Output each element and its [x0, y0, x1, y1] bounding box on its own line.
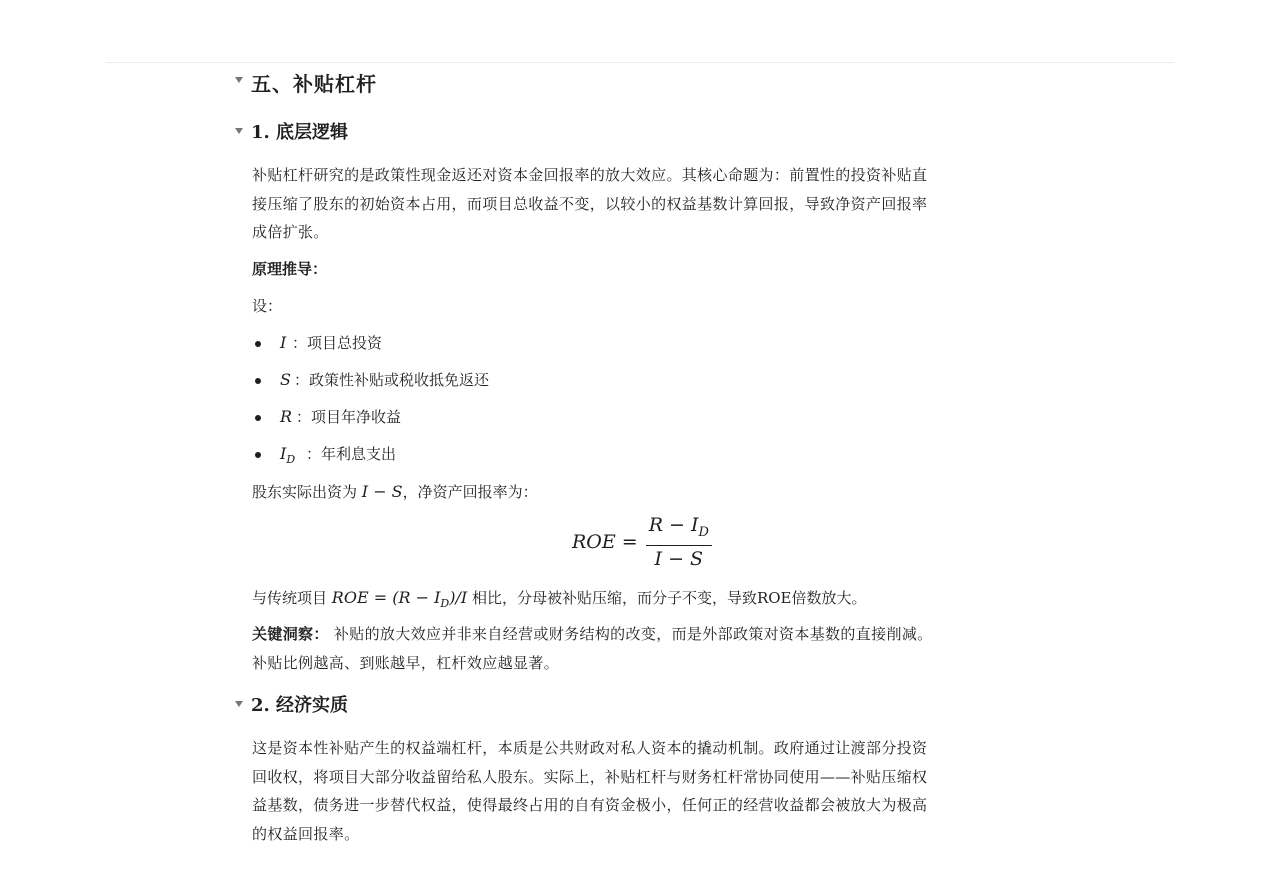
insight-text: 补贴的放大效应并非来自经营或财务结构的改变，而是外部政策对资本基数的直接削减。 — [328, 625, 933, 643]
formula-fraction — [646, 514, 712, 571]
variable-description: ：项目年净收益 — [296, 408, 402, 426]
variable-symbol: S — [280, 370, 291, 389]
numerator-main: R − I — [648, 513, 699, 536]
collapse-toggle-icon[interactable] — [235, 128, 243, 134]
formula-numerator — [646, 514, 712, 547]
compare-suffix: 相比，分母被补贴压缩，而分子不变，导致ROE倍数放大。 — [467, 589, 867, 607]
variable-symbol-subscript: D — [286, 453, 296, 467]
subsection-heading-2: 2. 经济实质 — [251, 695, 349, 716]
paragraph-line: 接压缩了股东的初始资本占用，而项目总收益不变，以较小的权益基数计算回报，导致净资产回报率 — [252, 194, 928, 213]
paragraph-line: 补贴杠杆研究的是政策性现金返还对资本金回报率的放大效应。其核心命题为：前置性的投资补贴直 — [252, 166, 928, 184]
paragraph-line: 成倍扩张。 — [252, 223, 329, 241]
substance-paragraph — [252, 734, 1027, 848]
variable-description: ：政策性补贴或税收抵免返还 — [294, 371, 490, 389]
paragraph-line: 的权益回报率。 — [252, 824, 360, 843]
compare-math — [331, 588, 468, 611]
let-label: 设： — [252, 297, 283, 315]
equity-suffix: ，净资产回报率为： — [402, 483, 538, 501]
formula-equals: = — [621, 531, 638, 553]
paragraph-line: 益基数，债务进一步替代权益，使得最终占用的自有资金极小，任何正的经营收益都会被放大为极高 — [252, 796, 928, 814]
compare-math-subscript: D — [440, 597, 450, 611]
equity-math: I − S — [361, 482, 403, 501]
equity-sentence — [252, 478, 538, 506]
bullet-icon — [255, 378, 261, 384]
derivation-label: 原理推导： — [252, 260, 328, 278]
intro-paragraph — [252, 161, 1027, 247]
roe-formula — [572, 513, 712, 571]
compare-math-b: = (R − I — [368, 588, 441, 607]
formula-lhs: ROE — [572, 531, 616, 553]
variable-symbol: I — [280, 333, 287, 352]
variable-description: ：项目总投资 — [292, 334, 383, 352]
compare-prefix: 与传统项目 — [252, 589, 332, 607]
collapse-toggle-icon[interactable] — [235, 701, 243, 707]
bullet-icon — [255, 415, 261, 421]
compare-sentence — [252, 584, 866, 618]
subsection-heading-1: 1. 底层逻辑 — [251, 122, 349, 143]
paragraph-line — [252, 620, 1027, 649]
collapse-toggle-icon[interactable] — [235, 77, 243, 83]
bullet-icon — [255, 452, 261, 458]
insight-label: 关键洞察： — [252, 625, 329, 643]
compare-math-a: ROE — [331, 588, 369, 607]
formula-denominator: I − S — [654, 548, 704, 571]
variable-symbol — [280, 440, 295, 474]
equity-prefix: 股东实际出资为 — [252, 483, 362, 501]
insight-paragraph — [252, 620, 1027, 677]
variable-symbol-main: I — [280, 444, 287, 463]
paragraph-line: 这是资本性补贴产生的权益端杠杆，本质是公共财政对私人资本的撬动机制。政府通过让渡部分投资 — [252, 739, 928, 757]
bullet-icon — [255, 341, 261, 347]
section-heading: 五、补贴杠杆 — [251, 71, 377, 96]
numerator-subscript: D — [698, 524, 709, 540]
paragraph-line: 回收权，将项目大部分收益留给私人股东。实际上，补贴杠杆与财务杠杆常协同使用——补贴压缩权 — [252, 767, 928, 786]
variable-symbol: R — [280, 407, 293, 426]
compare-math-c: )/I — [449, 588, 468, 607]
paragraph-line: 补贴比例越高、到账越早，杠杆效应越显著。 — [252, 653, 560, 672]
variable-description: ：年利息支出 — [306, 445, 397, 463]
